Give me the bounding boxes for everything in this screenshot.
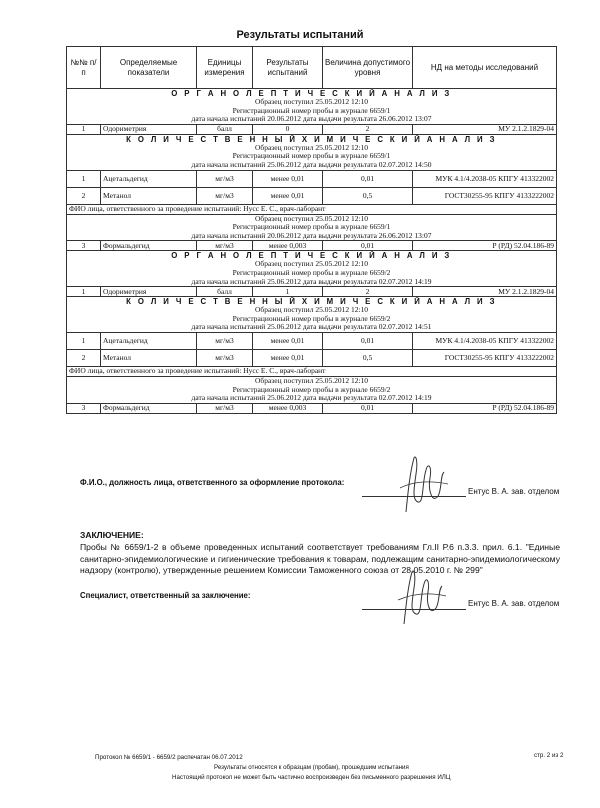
responsible-person-text: ФИО лица, ответственного за проведение испытаний: Нусс Е. С., врач-лаборант xyxy=(67,366,557,376)
specialist-name: Ентус В. А. зав. отделом xyxy=(468,599,560,608)
limit-cell: 0,5 xyxy=(323,349,413,366)
result-cell: менее 0,01 xyxy=(253,170,323,187)
result-cell: менее 0,003 xyxy=(253,403,323,413)
protocol-responsible-label: Ф.И.О., должность лица, ответственного за оформление протокола: xyxy=(80,478,345,487)
responsible-person-text: ФИО лица, ответственного за проведение испытаний: Нусс Е. С., врач-лаборант xyxy=(67,204,557,214)
row-number: 1 xyxy=(67,332,101,349)
row-number: 3 xyxy=(67,241,101,251)
table-row xyxy=(67,187,557,204)
sample-info-line: дата начала испытаний 25.06.2012 дата выдачи результата 02.07.2012 14:50 xyxy=(191,159,432,169)
analysis-type-heading: О Р Г А Н О Л Е П Т И Ч Е С К И Й А Н А Л И З xyxy=(171,89,452,98)
table-row xyxy=(67,124,557,134)
footer-note-reproduction: Настоящий протокол не может быть частично воспроизведен без письменного разрешения ИЛЦ xyxy=(172,774,451,781)
col-header-limit: Величина допустимого уровня xyxy=(323,47,413,89)
result-cell: 1 xyxy=(253,287,323,297)
table-body xyxy=(67,89,557,414)
unit-cell: балл xyxy=(197,287,253,297)
row-number: 3 xyxy=(67,403,101,413)
handwritten-signature xyxy=(392,452,454,516)
sample-info-line: дата начала испытаний 25.06.2012 дата выдачи результата 02.07.2012 14:19 xyxy=(191,276,432,286)
sample-info-band xyxy=(67,89,557,125)
sample-info-band xyxy=(67,134,557,170)
results-table xyxy=(66,46,557,414)
sample-info-line: Регистрационный номер пробы в журнале 6659/1 xyxy=(232,105,391,115)
sample-info-line: Регистрационный номер пробы в журнале 6659/2 xyxy=(232,267,391,277)
sample-info-line: Образец поступил 25.05.2012 12:10 xyxy=(254,214,369,223)
method-cell: МУК 4.1/4.2038-05 КПГУ 413322002 xyxy=(413,170,557,187)
sample-info-line: дата начала испытаний 25.06.2012 дата выдачи результата 02.07.2012 14:51 xyxy=(191,322,432,332)
sample-info-band xyxy=(67,297,557,333)
method-cell: ГОСТ30255-95 КПГУ 4133222002 xyxy=(413,349,557,366)
specialist-label: Специалист, ответственный за заключение: xyxy=(80,591,251,600)
table-row xyxy=(67,403,557,413)
handwritten-signature xyxy=(392,566,452,628)
footer-page-number: стр. 2 из 2 xyxy=(534,752,564,759)
col-header-method: НД на методы исследований xyxy=(413,47,557,89)
limit-cell: 2 xyxy=(323,287,413,297)
sample-info-band xyxy=(67,376,557,403)
unit-cell: мг/м3 xyxy=(197,170,253,187)
result-cell: менее 0,003 xyxy=(253,241,323,251)
sample-info-line: дата начала испытаний 25.06.2012 дата выдачи результата 02.07.2012 14:19 xyxy=(191,393,432,403)
col-header-units: Единицы измерения xyxy=(197,47,253,89)
page-title: Результаты испытаний xyxy=(236,29,364,41)
limit-cell: 0,01 xyxy=(323,241,413,251)
analysis-type-heading: К О Л И Ч Е С Т В Е Н Н Ы Й Х И М И Ч Е С К И Й А Н А Л И З xyxy=(126,297,497,307)
sample-info-cell xyxy=(67,214,557,241)
protocol-responsible-name: Ентус В. А. зав. отделом xyxy=(468,487,560,496)
sample-info-line: Регистрационный номер пробы в журнале 6659/2 xyxy=(232,313,391,323)
sample-info-cell xyxy=(67,134,557,170)
indicator-name: Ацетальдегид xyxy=(101,170,197,187)
method-cell: ГОСТ30255-95 КПГУ 4133222002 xyxy=(413,187,557,204)
limit-cell: 2 xyxy=(323,124,413,134)
sample-info-line: Образец поступил 25.05.2012 12:10 xyxy=(254,259,369,269)
sample-info-line: Образец поступил 25.05.2012 12:10 xyxy=(254,142,369,152)
row-number: 2 xyxy=(67,187,101,204)
indicator-name: Одориметрия xyxy=(101,287,197,297)
result-cell: 0 xyxy=(253,124,323,134)
table-row xyxy=(67,241,557,251)
footer-protocol: Протокол № 6659/1 - 6659/2 распечатан 06.07.2012 xyxy=(95,754,243,761)
col-header-indicator: Определяемые показатели xyxy=(101,47,197,89)
analysis-type-heading: К О Л И Ч Е С Т В Е Н Н Ы Й Х И М И Ч Е С К И Й А Н А Л И З xyxy=(126,134,497,144)
indicator-name: Одориметрия xyxy=(101,124,197,134)
sample-info-cell xyxy=(67,376,557,403)
limit-cell: 0,01 xyxy=(323,332,413,349)
limit-cell: 0,5 xyxy=(323,187,413,204)
col-header-result: Результаты испытаний xyxy=(253,47,323,89)
responsible-person-row xyxy=(67,366,557,376)
row-number: 2 xyxy=(67,349,101,366)
sample-info-line: Образец поступил 25.05.2012 12:10 xyxy=(254,305,369,315)
sample-info-line: Образец поступил 25.05.2012 12:10 xyxy=(254,97,369,106)
sample-info-line: Регистрационный номер пробы в журнале 6659/1 xyxy=(232,151,391,161)
limit-cell: 0,01 xyxy=(323,403,413,413)
method-cell: Р (РД) 52.04.186-89 xyxy=(413,241,557,251)
row-number: 1 xyxy=(67,287,101,297)
indicator-name: Метанол xyxy=(101,349,197,366)
conclusion-heading: ЗАКЛЮЧЕНИЕ: xyxy=(80,530,144,540)
sample-info-cell xyxy=(67,89,557,125)
sample-info-cell xyxy=(67,251,557,287)
indicator-name: Метанол xyxy=(101,187,197,204)
row-number: 1 xyxy=(67,124,101,134)
unit-cell: мг/м3 xyxy=(197,349,253,366)
row-number: 1 xyxy=(67,170,101,187)
method-cell: МУК 4.1/4.2038-05 КПГУ 413322002 xyxy=(413,332,557,349)
method-cell: МУ 2.1.2.1829-04 xyxy=(413,287,557,297)
sample-info-line: Образец поступил 25.05.2012 12:10 xyxy=(254,376,369,385)
table-header-row xyxy=(67,47,557,89)
indicator-name: Формальдегид xyxy=(101,403,197,413)
col-header-number: №№ п/п xyxy=(67,47,101,89)
footer-note-results: Результаты относятся к образцам (пробам), прошедшим испытания xyxy=(214,764,409,771)
result-cell: менее 0,01 xyxy=(253,332,323,349)
indicator-name: Ацетальдегид xyxy=(101,332,197,349)
result-cell: менее 0,01 xyxy=(253,187,323,204)
table-row xyxy=(67,287,557,297)
unit-cell: мг/м3 xyxy=(197,403,253,413)
sample-info-band xyxy=(67,214,557,241)
method-cell: Р (РД) 52.04.186-89 xyxy=(413,403,557,413)
table-row xyxy=(67,332,557,349)
method-cell: МУ 2.1.2.1829-04 xyxy=(413,124,557,134)
limit-cell: 0,01 xyxy=(323,170,413,187)
table-row xyxy=(67,349,557,366)
sample-info-line: Регистрационный номер пробы в журнале 6659/1 xyxy=(232,222,391,232)
analysis-type-heading: О Р Г А Н О Л Е П Т И Ч Е С К И Й А Н А Л И З xyxy=(171,251,452,261)
table-row xyxy=(67,170,557,187)
sample-info-cell xyxy=(67,297,557,333)
responsible-person-row xyxy=(67,204,557,214)
result-cell: менее 0,01 xyxy=(253,349,323,366)
conclusion-text: Пробы № 6659/1-2 в объеме проведенных испытаний соответствует требованиям Гл.II Р.6 п.3.3. прил. 6.1. "Единые санитарно-эпидемиологические и гигиенические требования к товарам, подлежащим санитарно-эпидемиологическому надзору (контролю), утвержденные решением Комиссии Таможенного союза от 28.05.2010 г. № 299" xyxy=(80,542,560,576)
sample-info-line: Регистрационный номер пробы в журнале 6659/2 xyxy=(232,384,391,394)
indicator-name: Формальдегид xyxy=(101,241,197,251)
unit-cell: балл xyxy=(197,124,253,134)
unit-cell: мг/м3 xyxy=(197,241,253,251)
sample-info-line: дата начала испытаний 20.06.2012 дата выдачи результата 26.06.2012 13:07 xyxy=(191,114,432,124)
sample-info-line: дата начала испытаний 20.06.2012 дата выдачи результата 26.06.2012 13:07 xyxy=(191,230,432,240)
unit-cell: мг/м3 xyxy=(197,332,253,349)
sample-info-band xyxy=(67,251,557,287)
unit-cell: мг/м3 xyxy=(197,187,253,204)
